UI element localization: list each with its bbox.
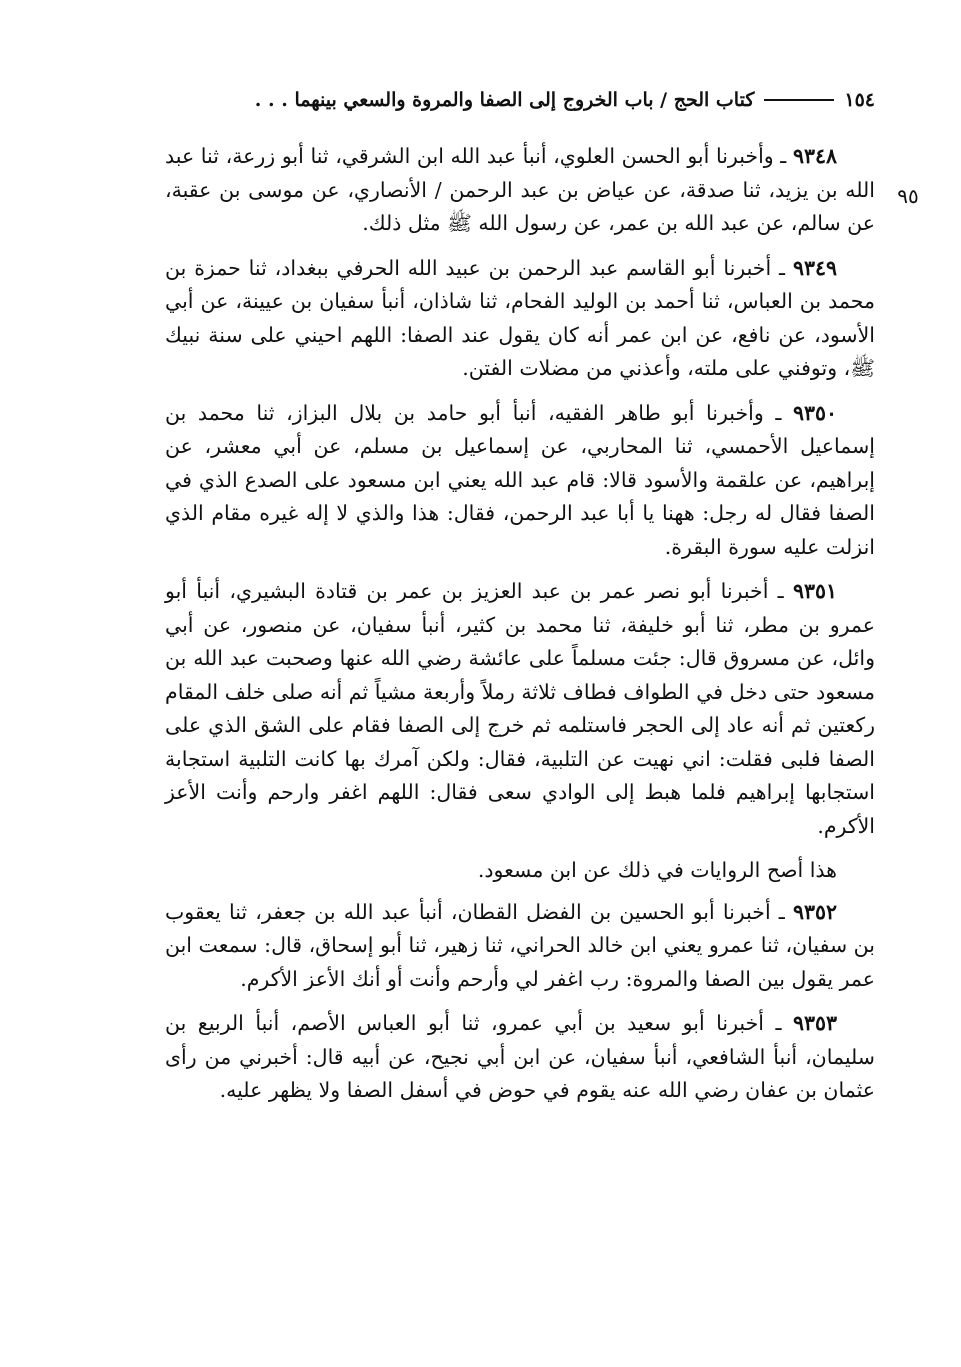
page-header (105, 80, 875, 120)
author-note (165, 854, 875, 888)
header-rule (764, 99, 834, 101)
hadith-paragraph (165, 140, 875, 241)
hadith-paragraph (165, 397, 875, 565)
hadith-number: ٩٣٥١ (792, 579, 837, 603)
hadith-paragraph (165, 896, 875, 997)
hadith-text: ـ أخبرنا أبو القاسم عبد الرحمن بن عبيد الله الحرفي ببغداد، ثنا حمزة بن محمد بن العباس، ثنا أحمد بن الوليد الفحام، ثنا شاذان، أنبأ سفيان بن عيينة، عن أبي الأسود، عن نافع، عن ابن عمر أنه كان يقول عند الصفا: اللهم احيني على سنة نبيك ﷺ، وتوفني على ملته، وأعذني من مضلات الفتن. (165, 255, 875, 380)
running-title: كتاب الحج / باب الخروج إلى الصفا والمروة والسعي بينهما . . . (254, 89, 755, 111)
hadith-number: ٩٣٤٨ (792, 144, 837, 168)
main-text (165, 140, 875, 1119)
margin-page-reference: ٩٥ (897, 184, 919, 208)
hadith-text: ـ أخبرنا أبو نصر عمر بن عبد العزيز بن عمر بن قتادة البشيري، أنبأ أبو عمرو بن مطر، ثنا أبو خليفة، ثنا محمد بن كثير، أنبأ سفيان، عن منصور، عن أبي وائل، عن مسروق قال: جئت مسلماً على عائشة رضي الله عنها وصحبت عبد الله بن مسعود حتى دخل في الطواف فطاف ثلاثة رملاً وأربعة مشياً ثم أنه صلى خلف المقام ركعتين ثم أنه عاد إلى الحجر فاستلمه ثم خرج إلى الصفا فقام على الشق الذي على الصفا فلبى فقلت: اني نهيت عن التلبية، فقال: ولكن آمرك بها كانت التلبية استجابة استجابها إبراهيم فلما هبط إلى الوادي سعى فقال: اللهم اغفر وارحم وأنت الأعز الأكرم. (165, 579, 875, 838)
hadith-paragraph (165, 575, 875, 843)
hadith-text: ـ أخبرنا أبو الحسين بن الفضل القطان، أنبأ عبد الله بن جعفر، ثنا يعقوب بن سفيان، ثنا عمرو يعني ابن خالد الحراني، ثنا زهير، ثنا أبو إسحاق، قال: سمعت ابن عمر يقول بين الصفا والمروة: رب اغفر لي وأرحم وأنت أو أنك الأعز الأكرم. (165, 899, 875, 991)
hadith-paragraph (165, 1007, 875, 1108)
hadith-text: ـ وأخبرنا أبو طاهر الفقيه، أنبأ أبو حامد بن بلال البزاز، ثنا محمد بن إسماعيل الأحمسي، ثنا المحاربي، عن إسماعيل بن مسلم، عن أبي معشر، عن إبراهيم، عن علقمة والأسود قالا: قام عبد الله يعني ابن مسعود على الصدع الذي في الصفا فقال له رجل: ههنا يا أبا عبد الرحمن، فقال: هذا والذي لا إله غيره مقام الذي انزلت عليه سورة البقرة. (165, 400, 875, 559)
hadith-paragraph (165, 252, 875, 386)
note-text: هذا أصح الروايات في ذلك عن ابن مسعود. (477, 858, 837, 882)
hadith-number: ٩٣٥٢ (792, 899, 837, 924)
page-number: ١٥٤ (844, 89, 875, 111)
hadith-number: ٩٣٤٩ (792, 255, 837, 280)
hadith-number: ٩٣٥٣ (792, 1011, 837, 1035)
hadith-number: ٩٣٥٠ (792, 400, 837, 425)
hadith-text: ـ وأخبرنا أبو الحسن العلوي، أنبأ عبد الله ابن الشرقي، ثنا أبو زرعة، ثنا عبد الله بن يزيد، ثنا صدقة، عن عياض بن عبد الرحمن / الأنصاري، عن موسى بن عقبة، عن سالم، عن عبد الله بن عمر، عن رسول الله ﷺ مثل ذلك. (165, 144, 875, 235)
hadith-text: ـ أخبرنا أبو سعيد بن أبي عمرو، ثنا أبو العباس الأصم، أنبأ الربيع بن سليمان، أنبأ الشافعي، أنبأ سفيان، عن ابن أبي نجيح، عن أبيه قال: أخبرني من رأى عثمان بن عفان رضي الله عنه يقوم في حوض في أسفل الصفا ولا يظهر عليه. (165, 1011, 875, 1102)
